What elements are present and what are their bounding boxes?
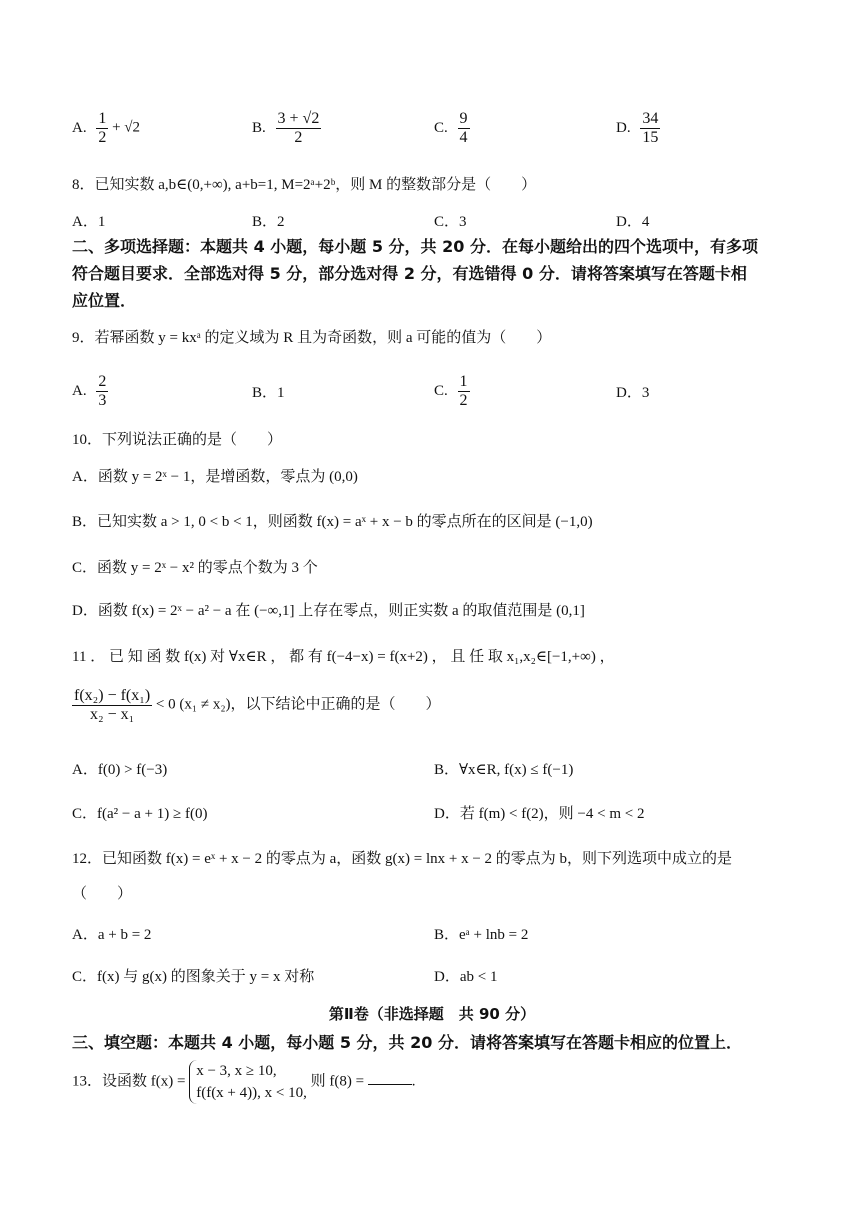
q7-option-d: D. $\frac{34}{15}$ <box>616 110 659 146</box>
q11-options-row2 <box>72 802 792 826</box>
fraction: $\frac{1}{2}$ <box>98 110 107 146</box>
q11-option-b: B．∀x∈R, f(x) ≤ f(−1) <box>434 762 574 778</box>
q9-options <box>72 373 792 413</box>
q11-stem-line2: $\frac{\text{f(x₂) − f(x₁)}}{\text{x₂ − x₁}}$ < 0 (x₁ ≠ x₂)，以下结论中正确的是（ ） <box>74 687 441 723</box>
answer-blank[interactable] <box>368 1070 412 1085</box>
q8-option-d: D．4 <box>616 214 650 230</box>
q13: 13．设函数 f(x) = x − 3, x ≥ 10, f(f(x + 4)), x < 10, 则 f(8) = . <box>72 1060 792 1104</box>
q12-option-a: A．a + b = 2 <box>72 927 152 943</box>
q9-stem: 9．若幂函数 y = kxᵃ 的定义域为 R 且为奇函数，则 a 可能的值为（ ） <box>72 330 552 346</box>
q11-stem-line1: 11 ． 已 知 函 数 f(x) 对 ∀x∈R ， 都 有 f(−4−x) = f(x+2) ， 且 任 取 x₁,x₂∈[−1,+∞) ， <box>72 649 615 665</box>
q12-option-c: C．f(x) 与 g(x) 的图象关于 y = x 对称 <box>72 969 315 985</box>
q9-option-c: C. $\frac{1}{2}$ <box>434 373 468 409</box>
section-3-heading: 三、填空题：本题共 4 小题，每小题 5 分，共 20 分．请将答案填写在答题卡相应的位置上． <box>72 1033 742 1052</box>
q11-option-c: C．f(a² − a + 1) ≥ f(0) <box>72 806 208 822</box>
q9-option-b: B．1 <box>252 385 285 401</box>
q9-option-a: A. $\frac{2}{3}$ <box>72 373 107 409</box>
fraction: $\frac{3 + √2}{2}$ <box>277 110 320 146</box>
piecewise-brace: x − 3, x ≥ 10, f(f(x + 4)), x < 10, <box>189 1060 307 1104</box>
q10-option-b: B．已知实数 a > 1, 0 < b < 1，则函数 f(x) = aˣ + x − b 的零点所在的区间是 (−1,0) <box>72 514 593 530</box>
q8-option-a: A．1 <box>72 214 106 230</box>
section-2-heading: 二、多项选择题：本题共 4 小题，每小题 5 分，共 20 分．在每小题给出的四个选项中，有多项 符合题目要求．全部选对得 5 分，部分选对得 2 分，有选错得 0 分．请将答案填写在答题卡相 应位置． <box>72 237 758 310</box>
q9-option-d: D．3 <box>616 385 650 401</box>
q10-stem: 10．下列说法正确的是（ ） <box>72 432 283 448</box>
q12-stem-line2: （ ） <box>72 886 133 902</box>
fraction: $\frac{2}{3}$ <box>98 373 107 409</box>
fraction: $\frac{9}{4}$ <box>459 110 468 146</box>
q12-options-row1 <box>72 923 792 947</box>
q8-stem: 8．已知实数 a,b∈(0,+∞), a+b=1, M=2ᵃ+2ᵇ，则 M 的整数部分是（ ） <box>72 177 537 193</box>
q12-stem-line1: 12．已知函数 f(x) = eˣ + x − 2 的零点为 a，函数 g(x) = lnx + x − 2 的零点为 b，则下列选项中成立的是 <box>72 851 733 867</box>
q10-option-d: D．函数 f(x) = 2ˣ − a² − a 在 (−∞,1] 上存在零点，则正实数 a 的取值范围是 (0,1] <box>72 603 585 619</box>
q7-option-c: C. $\frac{9}{4}$ <box>434 110 468 146</box>
q7-options <box>72 110 792 150</box>
q10-option-c: C．函数 y = 2ˣ − x² 的零点个数为 3 个 <box>72 560 318 576</box>
fraction: $\frac{\text{f(x₂) − f(x₁)}}{\text{x₂ − x₁}}$ <box>74 687 151 723</box>
q7-option-a: A. $\frac{1}{2}$ + √2 <box>72 110 141 146</box>
q12-option-d: D．ab < 1 <box>434 969 498 985</box>
q8-options <box>72 210 792 234</box>
q12-options-row2 <box>72 965 792 989</box>
q7-option-b: B. $\frac{3 + √2}{2}$ <box>252 110 320 146</box>
q8-option-c: C．3 <box>434 214 467 230</box>
q11-options-row1 <box>72 758 792 782</box>
q10-option-a: A．函数 y = 2ˣ − 1，是增函数，零点为 (0,0) <box>72 469 358 485</box>
fraction: $\frac{1}{2}$ <box>459 373 468 409</box>
q8-option-b: B．2 <box>252 214 285 230</box>
q11-option-d: D．若 f(m) < f(2)，则 −4 < m < 2 <box>434 806 645 822</box>
part-2-title: 第Ⅱ卷（非选择题 共 90 分） <box>328 1005 536 1023</box>
q11-option-a: A．f(0) > f(−3) <box>72 762 168 778</box>
q12-option-b: B．eᵃ + lnb = 2 <box>434 927 529 943</box>
fraction: $\frac{34}{15}$ <box>642 110 659 146</box>
